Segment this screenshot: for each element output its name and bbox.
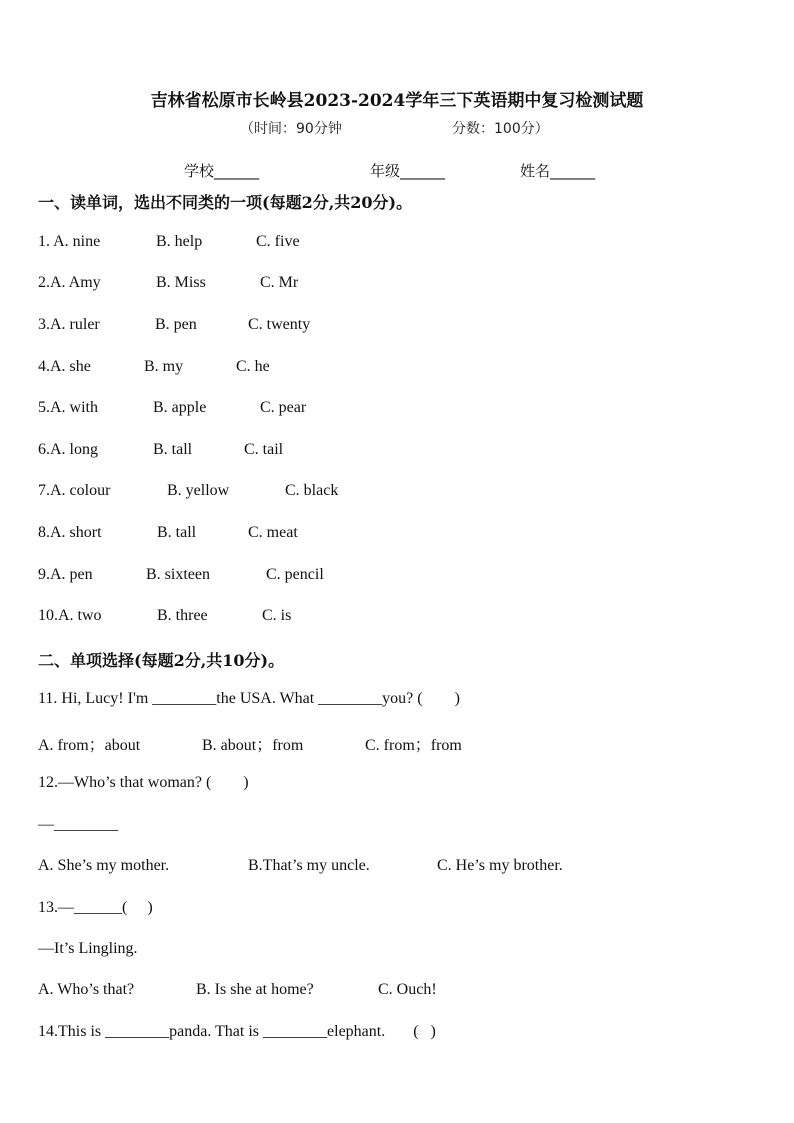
q13-reply: —It’s Lingling. xyxy=(38,940,138,957)
q12-answer-blank: —________ xyxy=(38,816,118,833)
q6-option-b: B. tall xyxy=(153,441,193,458)
question-13: 13.—______( ) xyxy=(38,899,153,916)
q8-option-b: B. tall xyxy=(157,524,197,541)
question-12: 12.—Who’s that woman? ( ) xyxy=(38,774,249,791)
name-field: 姓名______ xyxy=(520,162,596,180)
exam-score: 分数：100分） xyxy=(452,121,549,137)
grade-field: 年级______ xyxy=(370,162,446,180)
q10-option-b: B. three xyxy=(157,607,208,624)
q9-option-a: 9.A. pen xyxy=(38,566,93,583)
q8-option-c: C. meat xyxy=(248,524,298,541)
school-field: 学校______ xyxy=(184,162,260,180)
q7-option-a: 7.A. colour xyxy=(38,482,111,499)
q12-option-c: C. He’s my brother. xyxy=(437,857,563,874)
q9-option-c: C. pencil xyxy=(266,566,324,583)
q12-option-a: A. She’s my mother. xyxy=(38,857,170,874)
question-14: 14.This is ________panda. That is ________elephant. ( ) xyxy=(38,1023,436,1040)
q13-option-b: B. Is she at home? xyxy=(196,981,314,998)
q4-option-c: C. he xyxy=(236,358,270,375)
q1-option-b: B. help xyxy=(156,233,203,250)
q6-option-c: C. tail xyxy=(244,441,284,458)
q5-option-c: C. pear xyxy=(260,399,307,416)
q6-option-a: 6.A. long xyxy=(38,441,98,458)
q2-option-b: B. Miss xyxy=(156,274,206,291)
q3-option-a: 3.A. ruler xyxy=(38,316,100,333)
q11-option-c: C. from；from xyxy=(365,737,462,754)
q9-option-b: B. sixteen xyxy=(146,566,210,583)
q10-option-c: C. is xyxy=(262,607,292,624)
q7-option-b: B. yellow xyxy=(167,482,230,499)
q3-option-c: C. twenty xyxy=(248,316,311,333)
question-11: 11. Hi, Lucy! I'm ________the USA. What ________you? ( ) xyxy=(38,690,460,707)
q13-option-c: C. Ouch! xyxy=(378,981,437,998)
q5-option-b: B. apple xyxy=(153,399,207,416)
exam-time: （时间：90分钟 xyxy=(240,121,342,137)
section-1-heading: 一、读单词，选出不同类的一项(每题2分,共20分)。 xyxy=(38,193,413,212)
section-2-heading: 二、单项选择(每题2分,共10分)。 xyxy=(38,651,285,670)
q10-option-a: 10.A. two xyxy=(38,607,102,624)
q11-option-b: B. about；from xyxy=(202,737,304,754)
page-title: 吉林省松原市长岭县2023-2024学年三下英语期中复习检测试题 xyxy=(150,91,644,111)
q4-option-b: B. my xyxy=(144,358,184,375)
q1-option-c: C. five xyxy=(256,233,300,250)
q8-option-a: 8.A. short xyxy=(38,524,102,541)
q2-option-a: 2.A. Amy xyxy=(38,274,101,291)
q2-option-c: C. Mr xyxy=(260,274,299,291)
q11-option-a: A. from；about xyxy=(38,737,141,754)
q7-option-c: C. black xyxy=(285,482,339,499)
q5-option-a: 5.A. with xyxy=(38,399,98,416)
q13-option-a: A. Who’s that? xyxy=(38,981,135,998)
q4-option-a: 4.A. she xyxy=(38,358,91,375)
q1-option-a: 1. A. nine xyxy=(38,233,101,250)
q3-option-b: B. pen xyxy=(155,316,197,333)
q12-option-b: B.That’s my uncle. xyxy=(248,857,370,874)
